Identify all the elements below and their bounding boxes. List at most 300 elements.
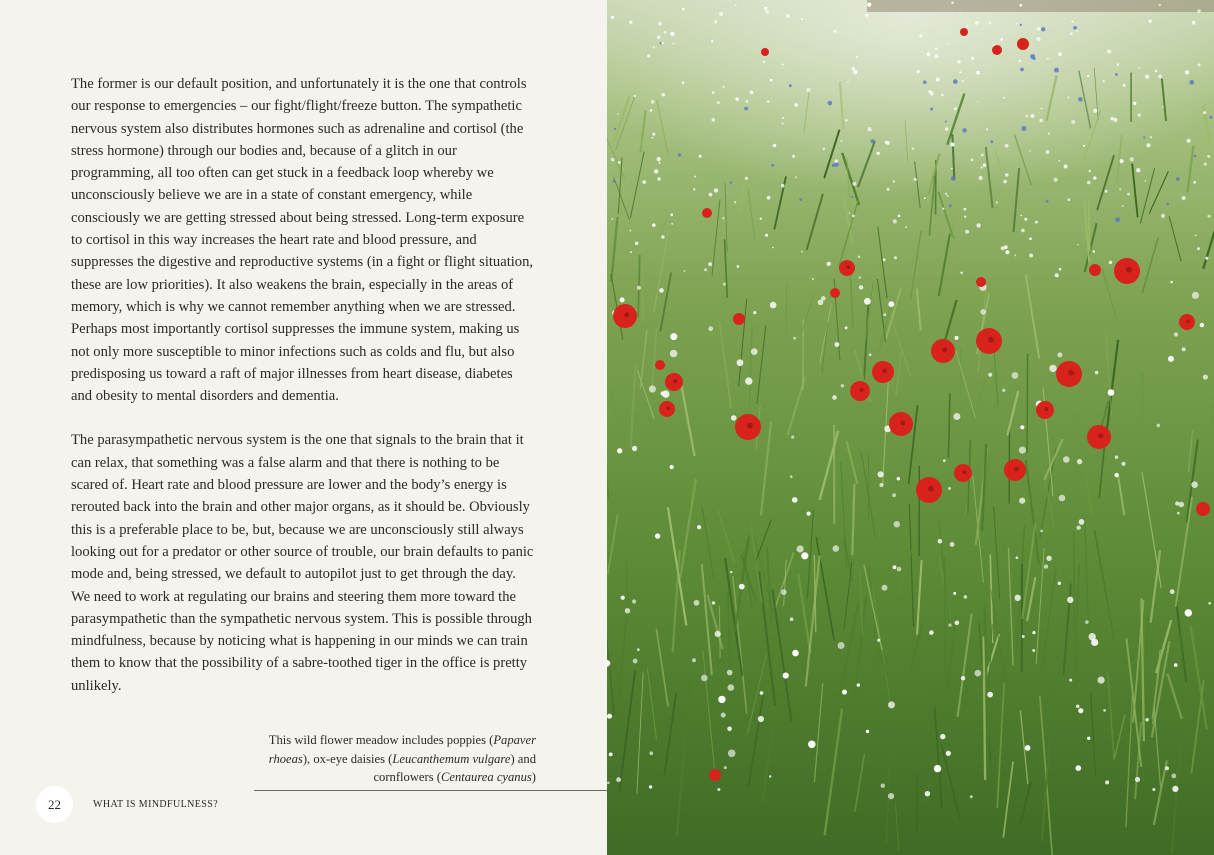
- daisy: [751, 348, 758, 355]
- daisy: [633, 659, 638, 664]
- daisy: [976, 71, 980, 75]
- daisy: [1195, 235, 1197, 237]
- cornflower: [1209, 116, 1212, 119]
- daisy: [770, 79, 773, 82]
- daisy: [1150, 136, 1152, 138]
- daisy: [711, 40, 713, 42]
- daisy: [975, 21, 979, 25]
- daisy: [955, 336, 959, 340]
- daisy: [877, 152, 880, 155]
- daisy: [801, 18, 803, 20]
- daisy: [693, 188, 695, 190]
- caption-latin-name: Leucanthemum vulgare: [392, 751, 511, 766]
- daisy: [753, 311, 756, 314]
- daisy: [1087, 737, 1090, 740]
- daisy: [724, 766, 727, 769]
- daisy: [1193, 181, 1196, 184]
- daisy: [1179, 502, 1185, 508]
- cornflower: [1167, 203, 1170, 206]
- daisy: [659, 288, 664, 293]
- daisy: [943, 459, 946, 462]
- daisy: [1138, 67, 1140, 69]
- cornflower: [1115, 217, 1120, 222]
- daisy: [852, 215, 855, 218]
- daisy: [1037, 27, 1041, 31]
- daisy: [827, 262, 831, 266]
- daisy: [1047, 58, 1049, 60]
- poppy: [1089, 264, 1101, 276]
- daisy: [670, 333, 677, 340]
- poppy: [709, 769, 721, 781]
- poppy-center: [988, 337, 994, 343]
- cornflower: [951, 176, 956, 181]
- daisy: [1158, 75, 1162, 79]
- daisy: [1012, 372, 1019, 379]
- daisy: [1175, 501, 1179, 505]
- daisy: [745, 377, 752, 384]
- daisy: [1071, 21, 1073, 23]
- daisy: [657, 36, 660, 39]
- daisy: [971, 57, 974, 60]
- daisy: [927, 52, 931, 56]
- daisy: [930, 91, 934, 95]
- daisy: [643, 180, 646, 183]
- daisy: [620, 297, 625, 302]
- caption-text: ): [531, 770, 536, 784]
- daisy: [1127, 193, 1130, 196]
- cornflower: [1054, 68, 1059, 73]
- daisy: [617, 113, 619, 115]
- daisy: [951, 168, 953, 170]
- daisy: [1123, 84, 1126, 87]
- daisy: [712, 601, 715, 604]
- daisy: [1130, 157, 1134, 161]
- cornflower: [851, 196, 853, 198]
- daisy: [1105, 780, 1109, 784]
- daisy: [1039, 119, 1042, 122]
- daisy: [629, 21, 632, 24]
- cornflower: [1033, 57, 1036, 60]
- daisy: [801, 552, 808, 559]
- daisy: [1117, 63, 1119, 65]
- daisy: [1069, 679, 1072, 682]
- cornflower: [945, 121, 947, 123]
- daisy: [1076, 30, 1078, 32]
- daisy: [1024, 218, 1027, 221]
- cornflower: [1194, 155, 1197, 158]
- daisy: [730, 571, 732, 573]
- daisy: [704, 268, 707, 271]
- daisy: [859, 276, 861, 278]
- grass-blade: [917, 776, 918, 834]
- daisy: [951, 143, 955, 147]
- daisy: [1145, 75, 1149, 79]
- cornflower: [949, 205, 952, 208]
- daisy: [892, 493, 896, 497]
- daisy: [897, 567, 902, 572]
- poppy-center: [1126, 267, 1132, 273]
- daisy: [1207, 155, 1210, 158]
- daisy: [792, 497, 798, 503]
- daisy: [607, 714, 612, 719]
- daisy: [658, 22, 661, 25]
- daisy: [957, 60, 960, 63]
- daisy: [869, 354, 871, 356]
- daisy: [893, 219, 897, 223]
- daisy: [849, 212, 851, 214]
- daisy: [1114, 473, 1118, 477]
- daisy: [893, 565, 897, 569]
- daisy: [1058, 582, 1061, 585]
- daisy: [867, 3, 871, 7]
- daisy: [1135, 777, 1140, 782]
- daisy: [783, 673, 789, 679]
- daisy: [833, 545, 840, 552]
- cornflower: [1041, 27, 1045, 31]
- daisy: [647, 54, 650, 57]
- daisy: [694, 600, 700, 606]
- daisy: [1079, 519, 1085, 525]
- daisy: [1159, 4, 1161, 6]
- daisy: [786, 14, 790, 18]
- running-head: WHAT IS MINDFULNESS?: [93, 799, 219, 810]
- daisy: [881, 784, 885, 788]
- daisy: [832, 395, 837, 400]
- daisy: [1018, 59, 1021, 62]
- poppy-center: [1186, 319, 1190, 323]
- daisy: [734, 201, 736, 203]
- daisy: [975, 670, 982, 677]
- caption-latin-name: Centaurea cyanus: [440, 770, 532, 784]
- daisy: [792, 650, 799, 657]
- poppy-center: [846, 265, 850, 269]
- daisy: [821, 296, 826, 301]
- daisy: [966, 25, 968, 27]
- daisy: [1064, 165, 1068, 169]
- daisy: [868, 127, 872, 131]
- daisy: [765, 10, 769, 14]
- daisy: [1071, 120, 1075, 124]
- daisy: [948, 624, 951, 627]
- daisy: [709, 193, 713, 197]
- daisy: [959, 13, 961, 15]
- daisy: [1029, 254, 1033, 258]
- cornflower: [659, 42, 661, 44]
- cornflower: [1115, 73, 1118, 76]
- daisy: [672, 43, 674, 45]
- cornflower: [614, 128, 616, 130]
- daisy: [1203, 375, 1208, 380]
- daisy: [883, 258, 886, 261]
- daisy: [1174, 663, 1178, 667]
- daisy: [947, 195, 949, 197]
- daisy: [750, 91, 753, 94]
- daisy: [781, 184, 785, 188]
- daisy: [625, 608, 630, 613]
- cornflower: [828, 101, 833, 106]
- daisy: [781, 589, 787, 595]
- daisy: [1155, 70, 1157, 72]
- daisy: [951, 1, 954, 4]
- cornflower: [771, 164, 774, 167]
- daisy: [979, 176, 983, 180]
- poppy-center: [928, 486, 934, 492]
- daisy: [1119, 188, 1121, 190]
- daisy: [1207, 215, 1210, 218]
- daisy: [609, 753, 613, 757]
- daisy: [865, 14, 868, 17]
- caption-text: This wild flower meadow includes poppies (: [268, 733, 494, 747]
- poppy-center: [1068, 370, 1074, 376]
- daisy: [694, 176, 696, 178]
- daisy: [878, 471, 884, 477]
- daisy: [1093, 176, 1096, 179]
- poppy: [733, 313, 745, 325]
- daisy: [893, 180, 896, 183]
- daisy: [1120, 159, 1124, 163]
- daisy: [616, 777, 621, 782]
- daisy: [823, 148, 826, 151]
- daisy: [770, 302, 777, 309]
- daisy: [924, 197, 926, 199]
- daisy: [1197, 247, 1200, 250]
- daisy: [654, 169, 658, 173]
- daisy: [845, 119, 847, 121]
- daisy: [981, 154, 984, 157]
- poppy: [702, 208, 712, 218]
- daisy: [662, 390, 669, 397]
- daisy: [607, 782, 610, 785]
- daisy: [919, 34, 922, 37]
- poppy: [655, 360, 665, 370]
- daisy: [793, 337, 796, 340]
- daisy: [970, 795, 973, 798]
- daisy: [746, 100, 748, 102]
- daisy: [1103, 80, 1105, 82]
- daisy: [670, 32, 674, 36]
- daisy: [708, 262, 712, 266]
- cornflower: [1021, 126, 1026, 131]
- daisy: [1005, 250, 1009, 254]
- daisy: [701, 675, 708, 682]
- daisy: [1067, 198, 1070, 201]
- daisy: [657, 157, 661, 161]
- poppy: [960, 28, 968, 36]
- daisy: [1048, 133, 1050, 135]
- daisy: [1025, 745, 1031, 751]
- daisy: [670, 465, 674, 469]
- daisy: [887, 188, 890, 191]
- poppy: [976, 277, 986, 287]
- daisy: [857, 683, 860, 686]
- poppy: [830, 288, 840, 298]
- daisy: [1077, 459, 1082, 464]
- caption-rule: [254, 790, 607, 791]
- daisy: [938, 539, 943, 544]
- daisy: [1059, 495, 1066, 502]
- daisy: [841, 140, 843, 142]
- daisy: [767, 196, 771, 200]
- daisy: [717, 101, 720, 104]
- poppy-center: [942, 347, 947, 352]
- daisy: [764, 7, 767, 10]
- daisy: [794, 103, 798, 107]
- daisy: [808, 741, 816, 749]
- daisy: [1115, 456, 1118, 459]
- daisy: [718, 696, 725, 703]
- poppy-center: [962, 470, 966, 474]
- daisy: [964, 216, 966, 218]
- daisy: [898, 215, 901, 218]
- daisy: [948, 43, 950, 45]
- daisy: [1076, 526, 1080, 530]
- daisy: [1168, 356, 1174, 362]
- daisy: [888, 793, 894, 799]
- daisy: [773, 144, 777, 148]
- daisy: [765, 234, 768, 237]
- daisy: [838, 642, 845, 649]
- poppy-center: [1044, 407, 1048, 411]
- daisy: [1161, 214, 1165, 218]
- daisy: [637, 648, 640, 651]
- daisy: [925, 791, 930, 796]
- daisy: [728, 684, 735, 691]
- daisy: [1192, 21, 1196, 25]
- daisy: [651, 100, 655, 104]
- daisy: [1204, 163, 1207, 166]
- daisy: [964, 208, 967, 211]
- daisy: [635, 242, 639, 246]
- daisy: [692, 658, 696, 662]
- daisy: [670, 213, 673, 216]
- daisy: [1001, 246, 1005, 250]
- cornflower: [1189, 80, 1194, 85]
- daisy: [717, 788, 720, 791]
- daisy: [722, 217, 724, 219]
- cornflower: [612, 180, 615, 183]
- daisy: [1058, 52, 1062, 56]
- cornflower: [730, 181, 732, 183]
- daisy: [652, 133, 655, 136]
- daisy: [1147, 143, 1151, 147]
- daisy: [1076, 705, 1080, 709]
- daisy: [953, 592, 956, 595]
- poppy: [1196, 502, 1210, 516]
- daisy: [782, 64, 784, 66]
- daisy: [1149, 20, 1152, 23]
- photo-caption: [240, 731, 536, 787]
- daisy: [961, 676, 965, 680]
- daisy: [1002, 389, 1005, 392]
- daisy: [637, 286, 641, 290]
- daisy: [1110, 117, 1114, 121]
- daisy: [1076, 765, 1082, 771]
- cornflower: [1020, 68, 1024, 72]
- caption-text: ) and cornflowers (: [373, 751, 536, 784]
- daisy: [986, 128, 988, 130]
- cornflower: [1143, 136, 1145, 138]
- grass-blade: [1027, 354, 1028, 453]
- poppy: [992, 45, 1002, 55]
- daisy: [988, 373, 992, 377]
- daisy: [791, 436, 794, 439]
- daisy: [1026, 115, 1028, 117]
- daisy: [841, 384, 844, 387]
- daisy: [835, 342, 840, 347]
- daisy: [1177, 512, 1180, 515]
- daisy: [737, 359, 744, 366]
- daisy: [1003, 180, 1007, 184]
- daisy: [1109, 261, 1112, 264]
- daisy: [812, 278, 814, 280]
- daisy: [1198, 64, 1201, 67]
- daisy: [617, 448, 622, 453]
- daisy: [662, 42, 664, 44]
- daisy: [1037, 37, 1041, 41]
- daisy: [1107, 50, 1111, 54]
- daisy: [719, 12, 723, 16]
- daisy: [745, 177, 748, 180]
- daisy: [1044, 564, 1048, 568]
- cornflower: [990, 140, 993, 143]
- daisy: [1162, 106, 1164, 108]
- grass-blade: [1147, 617, 1148, 657]
- daisy: [864, 298, 871, 305]
- daisy: [1182, 196, 1186, 200]
- daisy: [670, 350, 678, 358]
- daisy: [948, 487, 951, 490]
- daisy: [1136, 168, 1140, 172]
- daisy: [1200, 323, 1204, 327]
- daisy: [1067, 96, 1069, 98]
- daisy: [611, 16, 614, 19]
- daisy: [983, 164, 986, 167]
- daisy: [621, 596, 625, 600]
- daisy: [1067, 597, 1073, 603]
- cornflower: [744, 107, 748, 111]
- daisy: [1016, 23, 1018, 25]
- daisy: [988, 21, 991, 24]
- daisy: [1059, 268, 1062, 271]
- daisy: [1031, 114, 1035, 118]
- daisy: [795, 176, 797, 178]
- daisy: [1203, 111, 1206, 114]
- poppy-center: [666, 406, 670, 410]
- daisy: [1174, 332, 1178, 336]
- daisy: [1197, 9, 1200, 12]
- daisy: [649, 385, 656, 392]
- cornflower: [923, 80, 927, 84]
- daisy: [884, 313, 887, 316]
- daisy: [1087, 75, 1089, 77]
- daisy: [723, 86, 725, 88]
- daisy: [767, 100, 770, 103]
- daisy: [888, 301, 894, 307]
- daisy: [960, 272, 962, 274]
- daisy: [1145, 718, 1148, 721]
- daisy: [959, 71, 961, 73]
- caption-latin-name: Papaver rhoeas: [268, 733, 536, 766]
- daisy: [1032, 631, 1035, 634]
- daisy: [894, 256, 897, 259]
- daisy: [859, 285, 863, 289]
- daisy: [1105, 190, 1108, 193]
- daisy: [611, 158, 615, 162]
- daisy: [835, 159, 838, 162]
- cornflower: [953, 79, 958, 84]
- daisy: [1019, 4, 1022, 7]
- daisy: [888, 701, 895, 708]
